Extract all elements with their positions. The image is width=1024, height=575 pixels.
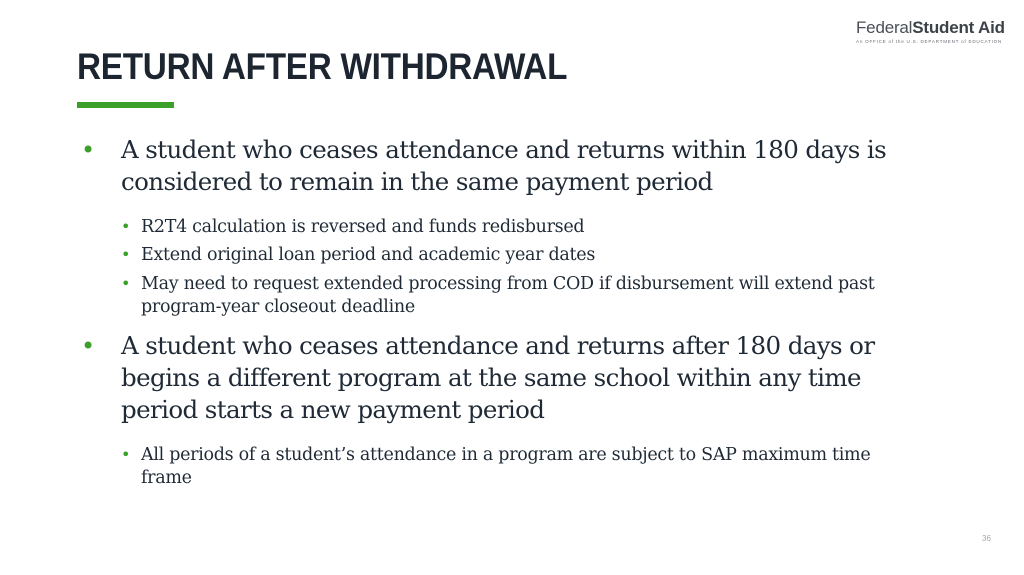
bullet-1: [81, 134, 921, 198]
sub-bullet-2-1-text: All periods of a student’s attendance in a program are subject to SAP maximum time frame: [141, 445, 871, 488]
sub-bullet-1-2-text: Extend original loan period and academic year dates: [141, 245, 596, 265]
logo-word-federal: Federal: [856, 18, 913, 37]
bullet-dot-icon: •: [81, 332, 95, 360]
bullet-dot-icon: •: [81, 136, 95, 164]
bullet-1-text: A student who ceases attendance and returns within 180 days is considered to remain in the same payment period: [121, 135, 887, 196]
sub-bullet-dot-icon: •: [121, 274, 131, 293]
bullet-2-text: A student who ceases attendance and returns after 180 days or begins a different program at the same school within any time period starts a new payment period: [121, 331, 875, 424]
sub-bullet-dot-icon: •: [121, 217, 131, 236]
sub-bullet-dot-icon: •: [121, 445, 131, 464]
sub-bullet-2-1: [121, 444, 901, 489]
logo-word-student-aid: Student Aid: [912, 18, 1005, 37]
logo-subtitle: An OFFICE of the U.S. DEPARTMENT of EDUCATION: [856, 39, 1002, 44]
sub-bullet-1-2: [121, 244, 901, 267]
bullet-2: [81, 330, 921, 426]
sub-bullet-1-1-text: R2T4 calculation is reversed and funds redisbursed: [141, 217, 585, 237]
sub-bullet-1-3-text: May need to request extended processing from COD if disbursement will extend past program-year closeout deadline: [141, 274, 875, 317]
sub-bullet-1-3: [121, 273, 901, 318]
slide-title: RETURN AFTER WITHDRAWAL: [77, 46, 568, 87]
page-number: 36: [982, 534, 991, 543]
sub-bullet-1-1: [121, 216, 901, 239]
sub-bullet-dot-icon: •: [121, 245, 131, 264]
